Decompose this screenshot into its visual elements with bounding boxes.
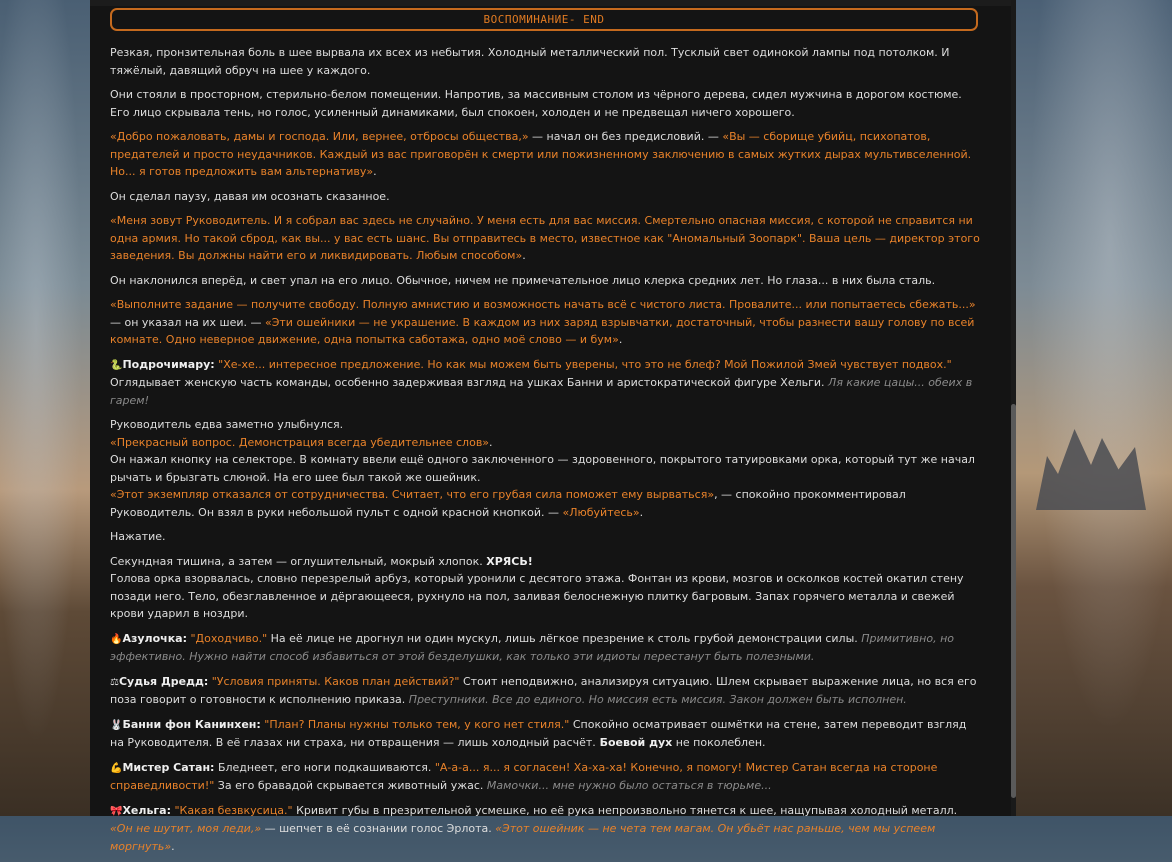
character-entry <box>110 673 982 709</box>
narration: Оглядывает женскую часть команды, особенно задерживая взгляд на ушках Банни и аристократической фигуре Хельги. <box>110 376 825 389</box>
narration: Спокойно осматривает ошмётки на стене, затем переводит взгляд на Руководителя. В её глазах ни страха, ни отвращения — лишь холодный расчёт. <box>110 717 967 749</box>
paragraph: Они стояли в просторном, стерильно-белом помещении. Напротив, за массивным столом из чёрного дерева, сидел мужчина в дорогом костюме. Его лицо скрывала тень, но голос, усиленный динамиками, был спокоен, холоден и не предвещал ничего хорошего. <box>110 88 962 119</box>
dialogue: «Вы — сборище убийц, психопатов, предателей и просто неудачников. Каждый из вас приговорён к смерти или пожизненному заключению в самых жутких дырах мультивселенной. Но... я готов предложить вам альтернативу» <box>110 130 972 178</box>
narration: — шепчет в её сознании голос Эрлота. <box>261 822 492 835</box>
character-entry <box>110 802 982 856</box>
narration: . <box>639 505 644 519</box>
dialogue: "А-а-а... я... я согласен! Ха-ха-ха! Конечно, я помогу! Мистер Сатан всегда на стороне справедливости!" <box>110 760 938 792</box>
narration: . <box>171 839 175 853</box>
dialogue: "Условия приняты. Каков план действий?" <box>208 674 460 688</box>
paragraph <box>110 416 982 521</box>
dialogue: «Любуйтесь» <box>562 505 640 519</box>
narration: , — спокойно прокомментировал Руководитель. Он взял в руки небольшой пульт с одной красной кнопкой. — <box>110 488 906 519</box>
dialogue: «Этот экземпляр отказался от сотрудничества. Считает, что его грубая сила поможет ему вырваться» <box>110 488 715 501</box>
narration: . <box>522 249 526 262</box>
sound-effect: ХРЯСЬ! <box>486 554 533 568</box>
thought: Мамочки... мне нужно было остаться в тюрьме... <box>483 779 772 792</box>
voice-thought: «Этот ошейник — не чета тем магам. Он убьёт нас раньше, чем мы успеем моргнуть» <box>110 822 936 853</box>
narration: — он указал на их шеи. — <box>110 315 265 329</box>
character-entry <box>110 356 982 410</box>
character-name: Подрочимару: <box>122 357 215 371</box>
character-name: Судья Дредд: <box>118 674 209 688</box>
thought: Ля какие цацы... обеих в гарем! <box>110 376 973 407</box>
character-name: Мистер Сатан: <box>122 760 215 774</box>
paragraph <box>110 553 982 623</box>
dialogue: «Меня зовут Руководитель. И я собрал вас здесь не случайно. У меня есть для вас миссия. Смертельно опасная миссия, с которой не справится ни одна армия. Но такой сброд, как вы... у вас есть шанс. Вы отправитесь в место, известное как "Аномальный Зоопарк". Ваша цель — директор этого заведения. Вы должны найти его и ликвидировать. Любым способом» <box>110 214 980 262</box>
character-name: Хельга: <box>122 803 171 817</box>
narration: . <box>373 165 377 178</box>
background-left <box>0 0 90 816</box>
narration: На её лице не дрогнул ни один мускул, лишь лёгкое презрение к столь грубой демонстрации силы. <box>267 631 858 645</box>
narration: Кривит губы в презрительной усмешке, но её рука непроизвольно тянется к шее, нащупывая холодный металл. <box>292 803 958 817</box>
story-text <box>110 44 982 862</box>
paragraph: Резкая, пронзительная боль в шее вырвала их всех из небытия. Холодный металлический пол. Тусклый свет одинокой лампы под потолком. И тяжёлый, давящий обруч на шее у каждого. <box>110 46 950 77</box>
story-panel <box>90 0 1016 853</box>
toolbar-strip <box>90 0 1016 6</box>
ribbon-icon: 🎀 <box>110 805 123 817</box>
character-entry <box>110 630 982 666</box>
character-name: Азулочка: <box>122 631 187 645</box>
narration: не поколеблен. <box>672 736 766 749</box>
dialogue: "Какая безвкусица." <box>170 803 293 817</box>
paragraph: Он наклонился вперёд, и свет упал на его лицо. Обычное, ничем не примечательное лицо клерка средних лет. Но глаза... в них была сталь. <box>110 273 936 287</box>
narration: Бледнеет, его ноги подкашиваются. <box>214 760 432 774</box>
dialogue: "Доходчиво." <box>186 631 268 645</box>
muscle-icon: 💪 <box>110 762 123 774</box>
narration: — начал он без предисловий. — <box>528 130 723 143</box>
paragraph <box>110 296 982 349</box>
memory-header: ВОСПОМИНАНИЕ- END <box>110 8 978 31</box>
fire-icon: 🔥 <box>110 633 123 645</box>
dialogue: "План? Планы нужны только тем, у кого нет стиля." <box>260 717 570 731</box>
narration: Голова орка взорвалась, словно перезрелый арбуз, который уронили с десятого этажа. Фонтан из крови, мозгов и осколков костей окатил стену позади него. Тело, обезглавленное и дёргающееся, рухнуло на пол, заливая белоснежную плитку багровым. Запах горячего металла и свежей крови ударил в ноздри. <box>110 572 964 620</box>
dialogue: «Добро пожаловать, дамы и господа. Или, вернее, отбросы общества,» <box>110 130 529 143</box>
dialogue: "Хе-хе... интересное предложение. Но как мы можем быть уверены, что это не блеф? Мой Пожилой Змей чувствует подвох." <box>214 357 952 371</box>
narration: Он нажал кнопку на селекторе. В комнату ввели ещё одного заключенного — здоровенного, покрытого татуировками орка, который тут же начал рычать и брызгать слюной. На его шее был такой же ошейник. <box>110 453 975 484</box>
paragraph <box>110 128 982 181</box>
paragraph: Он сделал паузу, давая им осознать сказанное. <box>110 189 390 203</box>
paragraph <box>110 212 982 265</box>
voice-thought: «Он не шутит, моя леди,» <box>110 822 262 835</box>
paragraph: Нажатие. <box>110 530 166 543</box>
rock-formation <box>1036 420 1146 510</box>
narration: Стоит неподвижно, анализируя ситуацию. Шлем скрывает выражение лица, но вся его поза говорит о готовности к исполнению приказа. <box>110 674 977 706</box>
narration: . <box>618 333 623 346</box>
background-right <box>1016 0 1172 816</box>
emphasis: Боевой дух <box>595 736 673 749</box>
rabbit-icon: 🐰 <box>110 719 123 731</box>
thought: Преступники. Все до единого. Но миссия есть миссия. Закон должен быть исполнен. <box>405 693 907 706</box>
dialogue: «Эти ошейники — не украшение. В каждом из них заряд взрывчатки, достаточный, чтобы разнести вашу голову по всей комнате. Одно неверное движение, одна попытка саботажа, одно моё слово — и бум» <box>110 315 975 346</box>
scrollbar-thumb[interactable] <box>1011 404 1016 798</box>
character-name: Банни фон Канинхен: <box>122 717 261 731</box>
scales-icon: ⚖ <box>110 676 119 688</box>
character-entry <box>110 759 982 795</box>
dialogue: «Прекрасный вопрос. Демонстрация всегда убедительнее слов» <box>110 435 490 449</box>
snake-icon: 🐍 <box>110 359 123 371</box>
narration: Секундная тишина, а затем — оглушительный, мокрый хлопок. <box>110 554 487 568</box>
narration: Руководитель едва заметно улыбнулся. <box>110 418 344 431</box>
narration: За его бравадой скрывается животный ужас. <box>214 779 484 792</box>
dialogue: «Выполните задание — получите свободу. Полную амнистию и возможность начать всё с чистого листа. Провалите... или попытаетесь сбежать...» <box>110 298 976 311</box>
narration: . <box>489 435 493 449</box>
character-entry <box>110 716 982 752</box>
thought: Примитивно, но эффективно. Нужно найти способ избавиться от этой безделушки, как только эти идиоты перестанут быть полезными. <box>110 631 954 663</box>
